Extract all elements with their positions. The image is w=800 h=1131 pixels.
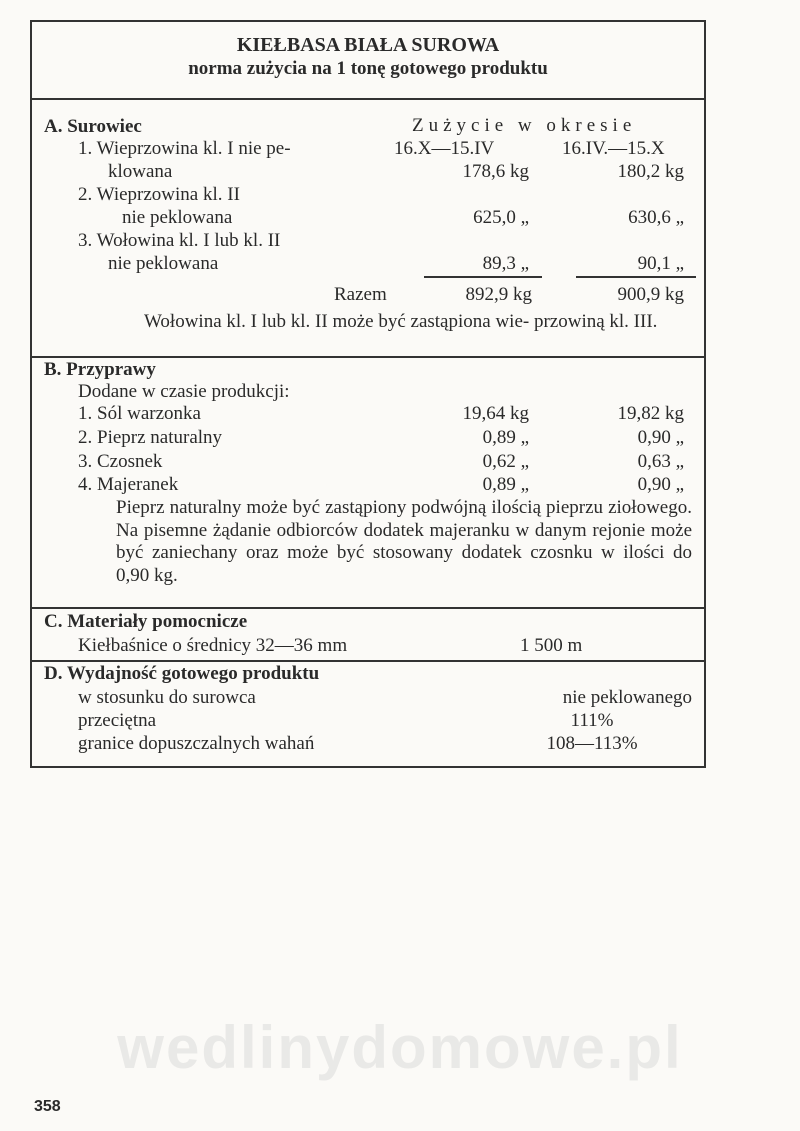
period-header: Zużycie w okresie [412,115,637,136]
watermark-text: wedlinydomowe.pl [117,1014,683,1081]
b-item-1-v2: 19,82 kg [617,403,684,424]
total-label: Razem [334,284,387,305]
b-item-3-label: 3. Czosnek [78,451,163,472]
b-item-4-v1: 0,89 „ [482,474,529,495]
section-d-heading: D. Wydajność gotowego produktu [44,663,320,684]
yield-average-value: 111% [570,710,614,731]
b-item-1-v1: 19,64 kg [462,403,529,424]
a-item-2-v1: 625,0 „ [473,207,529,228]
b-item-1-label: 1. Sól warzonka [78,403,201,424]
yield-range-label: granice dopuszczalnych wahań [78,733,315,754]
a-item-2-line2: nie peklowana [122,207,233,228]
a-item-3-v2: 90,1 „ [637,253,684,274]
section-c-heading: C. Materiały pomocnicze [44,611,248,632]
section-divider-c [32,660,704,662]
a-item-3-v1: 89,3 „ [482,253,529,274]
total-v2: 900,9 kg [617,284,684,305]
yield-relation-value: nie peklowanego [562,687,692,708]
section-b-intro: Dodane w czasie produkcji: [78,381,290,402]
total-v1: 892,9 kg [465,284,532,305]
period-1-label: 16.X—15.IV [394,138,495,159]
b-item-2-v2: 0,90 „ [637,427,684,448]
b-item-4-label: 4. Majeranek [78,474,179,495]
a-item-3-line2: nie peklowana [108,253,219,274]
section-divider-b [32,607,704,609]
a-item-1-v1: 178,6 kg [462,161,529,182]
page-number: 358 [34,1098,61,1115]
b-item-4-v2: 0,90 „ [637,474,684,495]
section-a-note: Wołowina kl. I lub kl. II może być zastąpiona wie- przowiną kl. III. [144,311,658,332]
subtotal-rule-2 [576,276,696,278]
header-divider [32,98,704,100]
b-item-2-label: 2. Pieprz naturalny [78,427,223,448]
subtotal-rule-1 [424,276,542,278]
recipe-title: KIEŁBASA BIAŁA SUROWA [236,34,500,56]
a-item-2-v2: 630,6 „ [628,207,684,228]
recipe-subtitle: norma zużycia na 1 tonę gotowego produktu [188,58,548,79]
a-item-1-line1: 1. Wieprzowina kl. I nie pe- [78,138,291,159]
section-b-heading: B. Przyprawy [44,359,156,380]
yield-average-label: przeciętna [78,710,157,731]
section-a-heading: A. Surowiec [44,116,142,137]
b-item-3-v2: 0,63 „ [637,451,684,472]
b-item-2-v1: 0,89 „ [482,427,529,448]
section-b-note: Pieprz naturalny może być zastąpiony podwójną ilością pieprzu ziołowego. Na pisemne żądanie odbiorców dodatek majeranku w danym rejonie może być zaniechany oraz może być stosowany dodatek czosnku w ilości do 0,90 kg. [116,497,692,586]
a-item-1-line2: klowana [108,161,173,182]
yield-relation-label: w stosunku do surowca [78,687,256,708]
b-item-3-v1: 0,62 „ [482,451,529,472]
recipe-card [30,20,706,768]
yield-range-value: 108—113% [546,733,638,754]
a-item-1-v2: 180,2 kg [617,161,684,182]
period-2-label: 16.IV.—15.X [562,138,665,159]
section-divider-a [32,356,704,358]
a-item-3-line1: 3. Wołowina kl. I lub kl. II [78,230,281,251]
a-item-2-line1: 2. Wieprzowina kl. II [78,184,240,205]
casing-value: 1 500 m [520,635,583,656]
casing-label: Kiełbaśnice o średnicy 32—36 mm [78,635,348,656]
